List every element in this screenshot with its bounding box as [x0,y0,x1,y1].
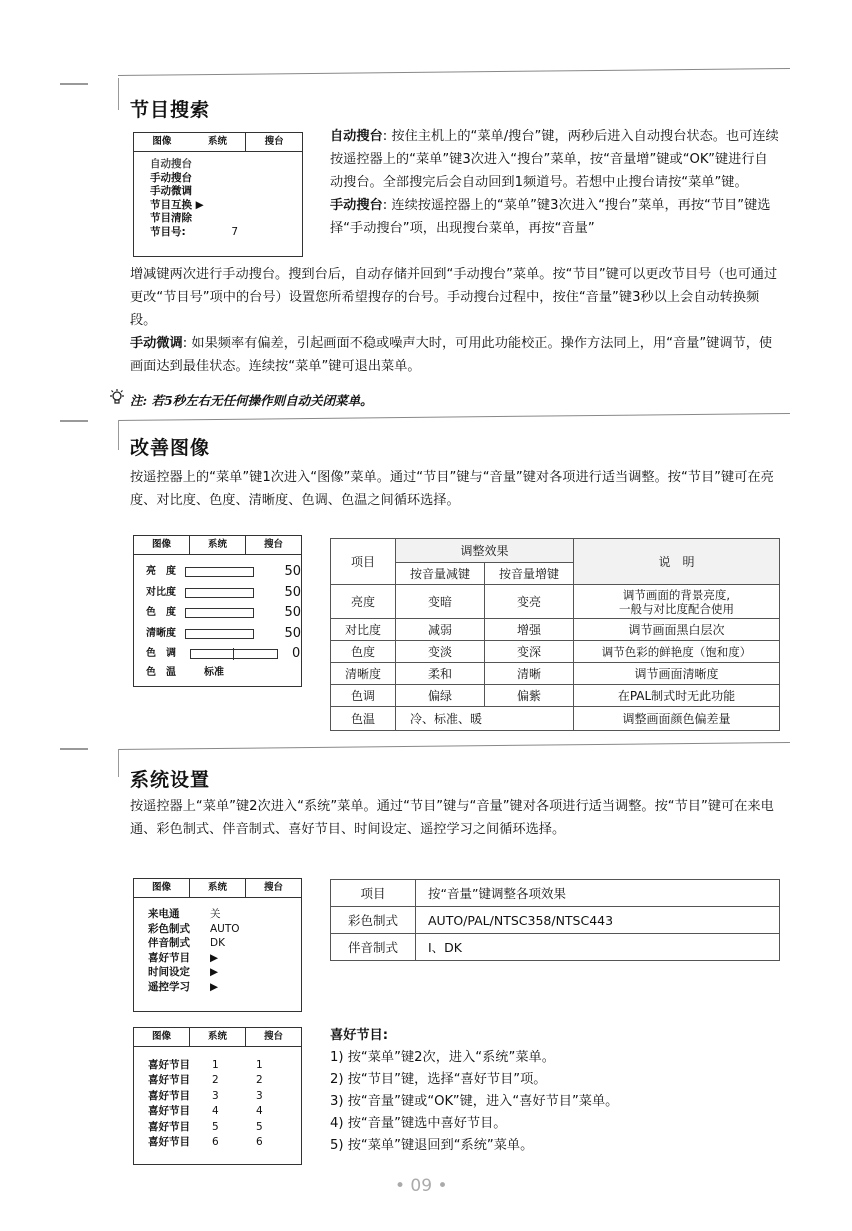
tab-search: 搜台 [245,536,301,554]
fav-step: 1) 按“菜单”键2次，进入“系统”菜单。 [330,1050,555,1065]
tint-center-mark [233,648,234,660]
row-label: 色 度 [146,607,176,618]
cell-merged: 冷、标准、暖 [396,707,574,731]
cell-up: 偏紫 [485,685,574,707]
cell-value: I、DK [416,934,780,961]
row-value: DK [210,937,225,949]
cell-desc: 调节画面的背景亮度, 一般与对比度配合使用 [574,585,780,619]
cell-up: 清晰 [485,663,574,685]
row-value: 标准 [204,667,224,679]
menu-item-channel [150,226,302,240]
cell-down: 柔和 [396,663,485,685]
row-b: 5 [256,1120,263,1133]
favorites-menu-osd [133,1027,302,1165]
fav-step: 4) 按“音量”键选中喜好节目。 [330,1116,507,1131]
tab-picture: 图像 [134,536,190,554]
row-value: 50 [284,605,301,620]
row-a: 6 [212,1136,219,1148]
fav-step: 2) 按“节目”键，选择“喜好节目”项。 [330,1072,547,1087]
section-title-system: 系统设置 [130,769,211,791]
th-effect: 按“音量”键调整各项效果 [416,880,780,907]
lightbulb-icon [108,388,126,406]
auto-search-body: : 按住主机上的“菜单/搜台”键，两秒后进入自动搜台状态。也可连续按遥控器上的“菜单”键3次进入“搜台”菜单，按“音量增”键或“OK”键进行自动搜台。全部搜完后会自动回到1频道号。若想中止搜台请按“菜单”键。 [330,129,779,190]
cell-desc: 在PAL制式时无此功能 [574,685,780,707]
th-down: 按音量减键 [396,563,485,585]
system-intro: 按遥控器上“菜单”键2次进入“系统”菜单。通过“节目”键与“音量”键对各项进行适当调整。按“节目”键可在来电通、彩色制式、伴音制式、喜好节目、时间设定、遥控学习之间循环选择。 [130,799,774,837]
fine-tune-title: 手动微调 [130,336,183,351]
system-row [148,907,301,922]
system-row [148,936,301,951]
row-a: 1 [212,1058,219,1071]
auto-search-paragraph [330,125,780,240]
picture-row-brightness [146,562,301,583]
cell-item: 清晰度 [331,663,396,685]
picture-row-contrast [146,583,301,604]
cell-item: 彩色制式 [331,907,416,934]
manual-search-continued [130,263,780,378]
tab-system: 系统 [208,136,228,147]
picture-adjust-table [330,538,780,731]
row-label: 色 调 [146,648,176,659]
cell-up: 增强 [485,619,574,641]
row-b: 4 [256,1105,263,1117]
row-label: 喜好节目 [148,1074,190,1086]
level-bar [185,588,255,598]
th-up: 按音量增键 [485,563,574,585]
section-marker [118,78,119,110]
row-b: 6 [256,1136,263,1148]
cell-item: 色度 [331,641,396,663]
row-label: 喜好节目 [148,1089,190,1102]
level-bar [185,629,255,639]
manual-search-body: : 连续按遥控器上的“菜单”键3次进入“搜台”菜单，再按“节目”键选择“手动搜台”项，出现搜台菜单，再按“音量” [330,198,771,236]
row-label: 清晰度 [146,627,176,639]
fav-step: 3) 按“音量”键或“OK”键，进入“喜好节目”菜单。 [330,1094,619,1109]
menu-item-manual-search: 手动搜台 [150,171,192,184]
section-marker [118,749,119,777]
level-bar [185,567,255,577]
system-menu-osd [133,878,302,1012]
row-label: 喜好节目 [148,1120,190,1133]
tab-search: 搜台 [245,133,302,151]
fav-step: 5) 按“菜单”键退回到“系统”菜单。 [330,1138,534,1153]
system-row [148,922,301,937]
row-value: 0 [292,646,301,661]
row-a: 3 [212,1089,219,1102]
section-title-search: 节目搜索 [130,99,211,121]
row-label: 喜好节目 [148,1136,190,1148]
cell-down: 变淡 [396,641,485,663]
cell-item: 色调 [331,685,396,707]
section-divider-left [60,420,88,422]
row-value: ▶ [210,980,219,993]
tab-search: 搜台 [263,1031,283,1042]
cell-down: 偏绿 [396,685,485,707]
fav-title: 喜好节目: [330,1028,389,1043]
row-a: 4 [212,1105,219,1117]
row-a: 5 [212,1120,219,1133]
page-number: • 09 • [395,1176,448,1196]
cell-value: AUTO/PAL/NTSC358/NTSC443 [416,907,780,934]
auto-search-title: 自动搜台 [330,129,383,144]
cell-item: 亮度 [331,585,396,619]
tab-picture: 图像 [151,1031,171,1042]
section-divider-right [118,68,790,76]
manual-search-cont: 增减键两次进行手动搜台。搜到台后，自动存储并回到“手动搜台”菜单。按“节目”键可以更改节目号（也可通过更改“节目号”项中的台号）设置您所希望搜存的台号。手动搜台过程中，按住“音量”键3秒以上会自动转换频段。 [130,267,778,328]
system-row [148,951,301,966]
menu-item-swap: 节目互换 ▶ [150,198,204,211]
system-row [148,965,301,980]
cell-up: 变深 [485,641,574,663]
channel-label: 节目号: [150,225,186,238]
row-value: 50 [284,564,301,579]
th-desc: 说 明 [574,539,780,585]
picture-row-temp [146,665,301,683]
tab-system: 系统 [189,879,246,897]
row-a: 2 [212,1074,219,1086]
favorites-instructions [330,1025,780,1157]
section-title-picture: 改善图像 [130,437,211,459]
tab-system: 系统 [207,539,227,550]
favorite-row [148,1119,301,1135]
row-label: 来电通 [148,908,180,920]
picture-row-sharpness [146,624,301,645]
row-label: 喜好节目 [148,951,190,964]
note-text: 注: 若5秒左右无任何操作则自动关闭菜单。 [130,393,373,408]
row-b: 1 [256,1058,263,1071]
section-divider-left [60,83,88,85]
row-label: 时间设定 [148,966,190,978]
row-value: ▶ [210,966,219,978]
row-label: 伴音制式 [148,937,190,949]
row-label: 亮 度 [146,566,176,577]
system-adjust-table [330,879,780,961]
system-row [148,980,301,995]
section-divider-right [118,413,790,421]
tab-system: 系统 [189,1028,246,1046]
tab-search: 搜台 [263,882,283,893]
favorite-row [148,1057,301,1073]
row-value: 50 [284,625,301,641]
channel-value: 7 [231,225,239,238]
menu-item-auto-search: 自动搜台 [150,158,192,170]
section-divider-left [60,748,88,750]
cell-down: 减弱 [396,619,485,641]
cell-up: 变亮 [485,585,574,619]
row-value: ▶ [210,951,219,964]
row-b: 3 [256,1089,263,1102]
cell-desc: 调节画面清晰度 [574,663,780,685]
row-value: AUTO [210,922,240,935]
cell-desc: 调节画面黑白层次 [574,619,780,641]
favorite-row [148,1088,301,1104]
search-menu-osd [133,132,303,257]
row-value: 50 [284,584,301,600]
cell-item: 对比度 [331,619,396,641]
manual-search-title: 手动搜台 [330,198,383,213]
fine-tune-body: : 如果频率有偏差，引起画面不稳或噪声大时，可用此功能校正。操作方法同上，用“音量”键调节，使画面达到最佳状态。连续按“菜单”键可退出菜单。 [130,336,773,374]
row-label: 遥控学习 [148,980,190,993]
tab-picture: 图像 [151,882,171,893]
tint-bar [190,649,278,659]
cell-desc: 调节色彩的鲜艳度（饱和度） [574,641,780,663]
th-effect: 调整效果 [396,539,574,563]
cell-item: 色温 [331,707,396,731]
level-bar [185,608,255,618]
th-item: 项目 [331,880,416,907]
row-label: 彩色制式 [148,922,190,935]
picture-row-color [146,603,301,624]
cell-desc: 调整画面颜色偏差量 [574,707,780,731]
menu-item-fine-tune: 手动微调 [150,185,192,197]
row-label: 喜好节目 [148,1105,190,1117]
row-label: 喜好节目 [148,1058,190,1071]
row-b: 2 [256,1074,263,1086]
section-divider-right [118,742,790,750]
picture-intro: 按遥控器上的“菜单”键1次进入“图像”菜单。通过“节目”键与“音量”键对各项进行适当调整。按“节目”键可在亮度、对比度、色度、清晰度、色调、色温之间循环选择。 [130,470,774,508]
favorite-row [148,1073,301,1089]
menu-item-clear: 节目清除 [150,212,192,224]
favorite-row [148,1104,301,1120]
section-marker [118,420,119,450]
cell-item: 伴音制式 [331,934,416,961]
picture-menu-osd [133,535,302,687]
th-item: 项目 [331,539,396,585]
tab-picture: 图像 [152,136,172,147]
row-label: 色 温 [146,667,176,679]
cell-down: 变暗 [396,585,485,619]
row-value: 关 [210,908,221,920]
picture-row-tint [146,644,301,665]
favorite-row [148,1135,301,1151]
row-label: 对比度 [146,586,176,598]
